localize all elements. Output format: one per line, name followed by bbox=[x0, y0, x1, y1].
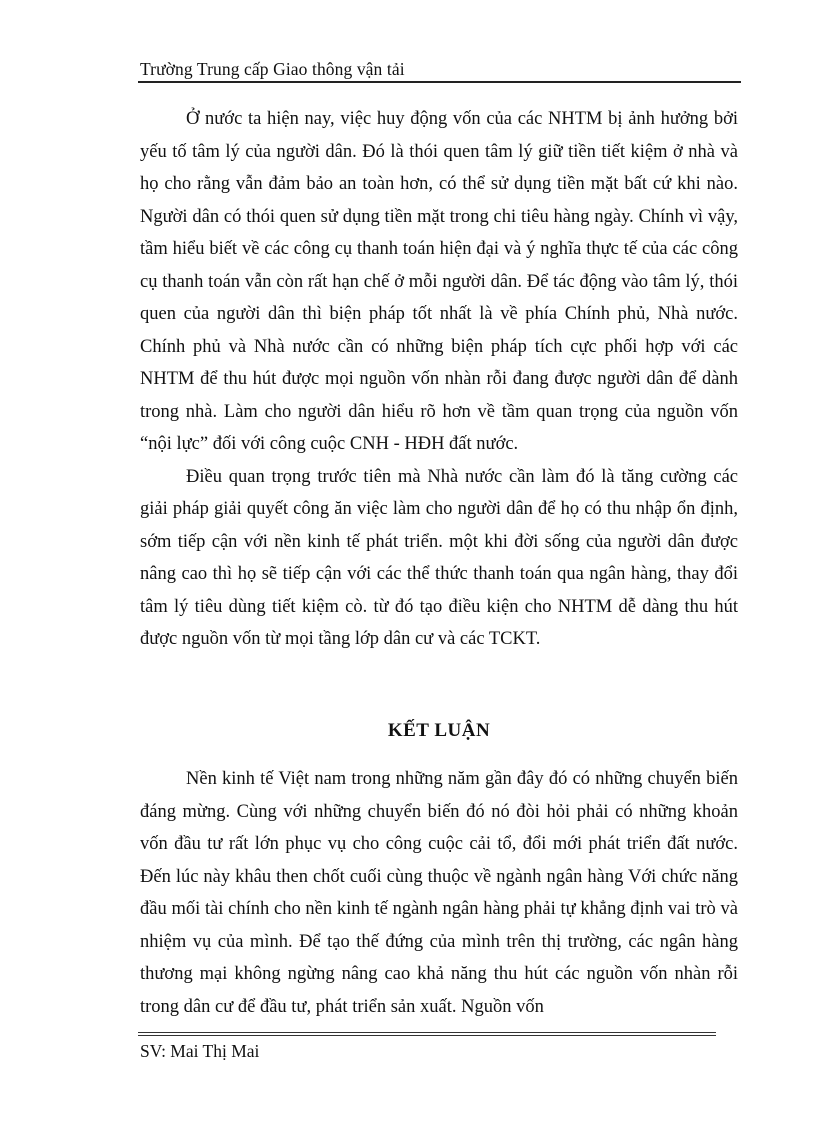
body-section bbox=[140, 103, 738, 656]
page-footer: SV: Mai Thị Mai bbox=[140, 1041, 260, 1061]
conclusion-paragraph-1: Nền kinh tế Việt nam trong những năm gần đây đó có những chuyển biến đáng mừng. Cùng với những chuyển biến đó nó đòi hỏi phải có những khoản vốn đầu tư rất lớn phục vụ cho công cuộc cải tổ, đổi mới phát triển đất nước. Đến lúc này khâu then chốt cuối cùng thuộc về ngành ngân hàng Với chức năng đầu mối tài chính cho nền kinh tế ngành ngân hàng phải tự khẳng định vai trò và nhiệm vụ của mình. Để tạo thế đứng của mình trên thị trường, các ngân hàng thương mại không ngừng nâng cao khả năng thu hút các nguồn vốn nhàn rỗi trong dân cư để đầu tư, phát triển sản xuất. Nguồn vốn bbox=[140, 769, 738, 1017]
body-paragraph-1: Ở nước ta hiện nay, việc huy động vốn của các NHTM bị ảnh hưởng bởi yếu tố tâm lý của người dân. Đó là thói quen tâm lý giữ tiền tiết kiệm ở nhà và họ cho rằng vẫn đảm bảo an toàn hơn, có thể sử dụng tiền mặt bất cứ khi nào. Người dân có thói quen sử dụng tiền mặt trong chi tiêu hàng ngày. Chính vì vậy, tầm hiểu biết về các công cụ thanh toán hiện đại và ý nghĩa thực tế của các công cụ thanh toán vẫn còn rất hạn chế ở mỗi người dân. Để tác động vào tâm lý, thói quen của người dân thì biện pháp tốt nhất là về phía Chính phủ, Nhà nước. Chính phủ và Nhà nước cần có những biện pháp tích cực phối hợp với các NHTM để thu hút được mọi nguồn vốn nhàn rỗi đang được người dân để dành trong nhà. Làm cho người dân hiểu rõ hơn về tầm quan trọng của nguồn vốn “nội lực” đối với công cuộc CNH - HĐH đất nước. bbox=[140, 109, 738, 454]
header-divider bbox=[138, 81, 741, 83]
footer-divider-top bbox=[138, 1032, 716, 1033]
footer-divider-bottom bbox=[138, 1035, 716, 1036]
page-header: Trường Trung cấp Giao thông vận tải bbox=[140, 59, 405, 79]
body-paragraph-2: Điều quan trọng trước tiên mà Nhà nước cần làm đó là tăng cường các giải pháp giải quyết công ăn việc làm cho người dân để họ có thu nhập ổn định, sớm tiếp cận với nền kinh tế phát triển. một khi đời sống của người dân được nâng cao thì họ sẽ tiếp cận với các thể thức thanh toán qua ngân hàng, thay đổi tâm lý tiêu dùng tiết kiệm cò. từ đó tạo điều kiện cho NHTM dễ dàng thu hút được nguồn vốn từ mọi tầng lớp dân cư và các TCKT. bbox=[140, 466, 738, 649]
conclusion-section bbox=[140, 763, 738, 1023]
conclusion-title: KẾT LUẬN bbox=[387, 720, 491, 741]
